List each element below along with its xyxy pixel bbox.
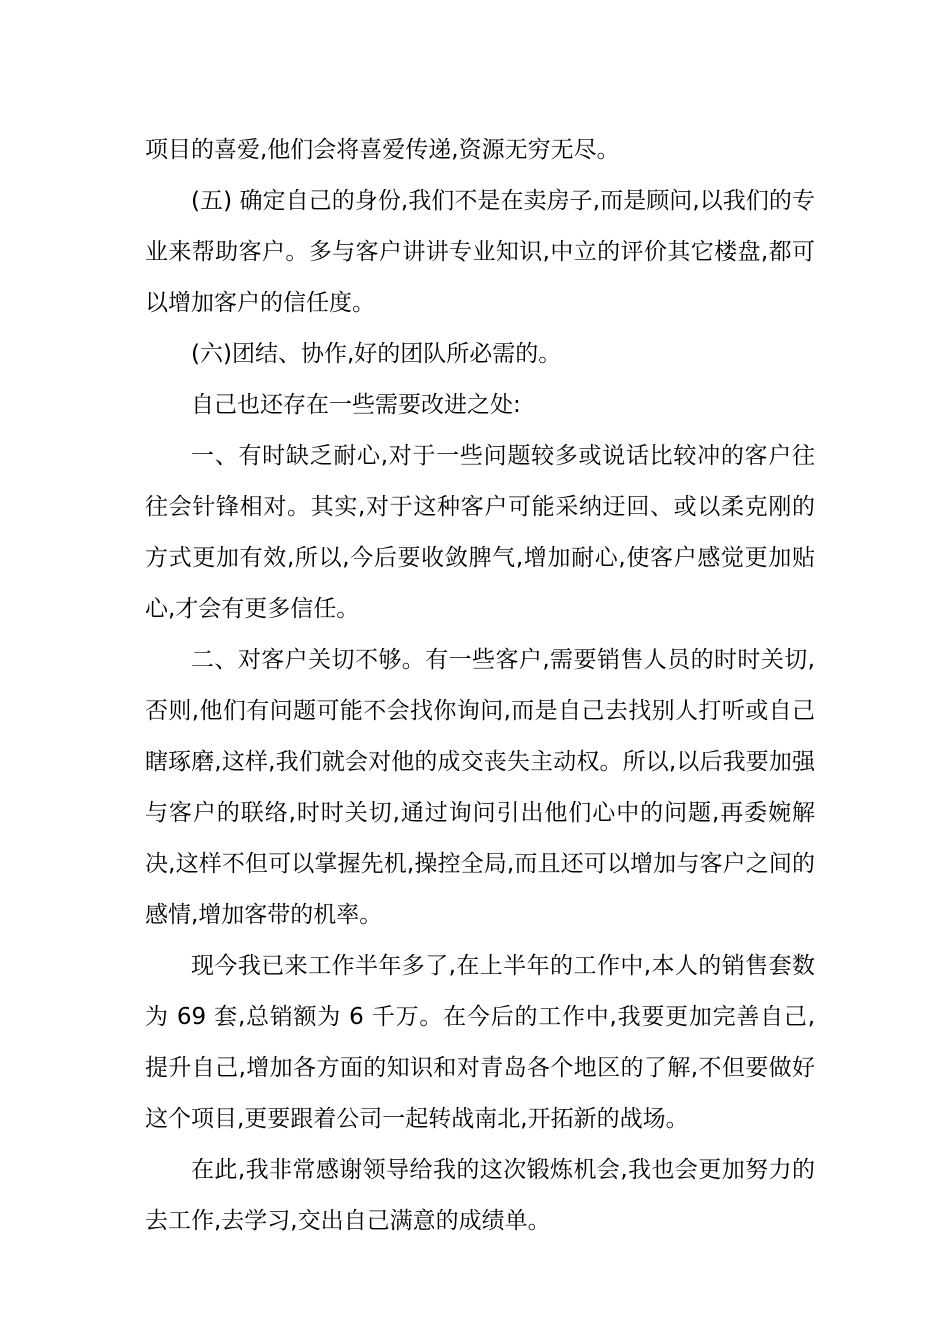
paragraph-summary: 现今我已来工作半年多了,在上半年的工作中,本人的销售套数为 69 套,总销额为 6 千万。在今后的工作中,我要更加完善自己,提升自己,增加各方面的知识和对青岛各个地区的了解,不但要做好这个项目,更要跟着公司一起转战南北,开拓新的战场。	[145, 953, 815, 1132]
paragraph-improvements-intro: 自己也还存在一些需要改进之处:	[191, 392, 521, 418]
paragraph-improvement-two: 二、对客户关切不够。有一些客户,需要销售人员的时时关切,否则,他们有问题可能不会找你询问,而是自己去找别人打听或自己瞎琢磨,这样,我们就会对他的成交丧失主动权。所以,以后我要加强与客户的联络,时时关切,通过询问引出他们心中的问题,再委婉解决,这样不但可以掌握先机,操控全局,而且还可以增加与客户之间的感情,增加客带的机率。	[145, 647, 815, 928]
document-page	[145, 125, 815, 1247]
paragraph-point-six: (六)团结、协作,好的团队所必需的。	[191, 341, 562, 367]
paragraph-continuation: 项目的喜爱,他们会将喜爱传递,资源无穷无尽。	[145, 137, 620, 163]
paragraph-improvement-one: 一、有时缺乏耐心,对于一些问题较多或说话比较冲的客户往往会针锋相对。其实,对于这种客户可能采纳迂回、或以柔克刚的方式更加有效,所以,今后要收敛脾气,增加耐心,使客户感觉更加贴心,才会有更多信任。	[145, 443, 815, 622]
paragraph-thanks: 在此,我非常感谢领导给我的这次锻炼机会,我也会更加努力的去工作,去学习,交出自己满意的成绩单。	[145, 1157, 815, 1234]
paragraph-point-five: (五) 确定自己的身份,我们不是在卖房子,而是顾问,以我们的专业来帮助客户。多与客户讲讲专业知识,中立的评价其它楼盘,都可以增加客户的信任度。	[145, 188, 815, 316]
